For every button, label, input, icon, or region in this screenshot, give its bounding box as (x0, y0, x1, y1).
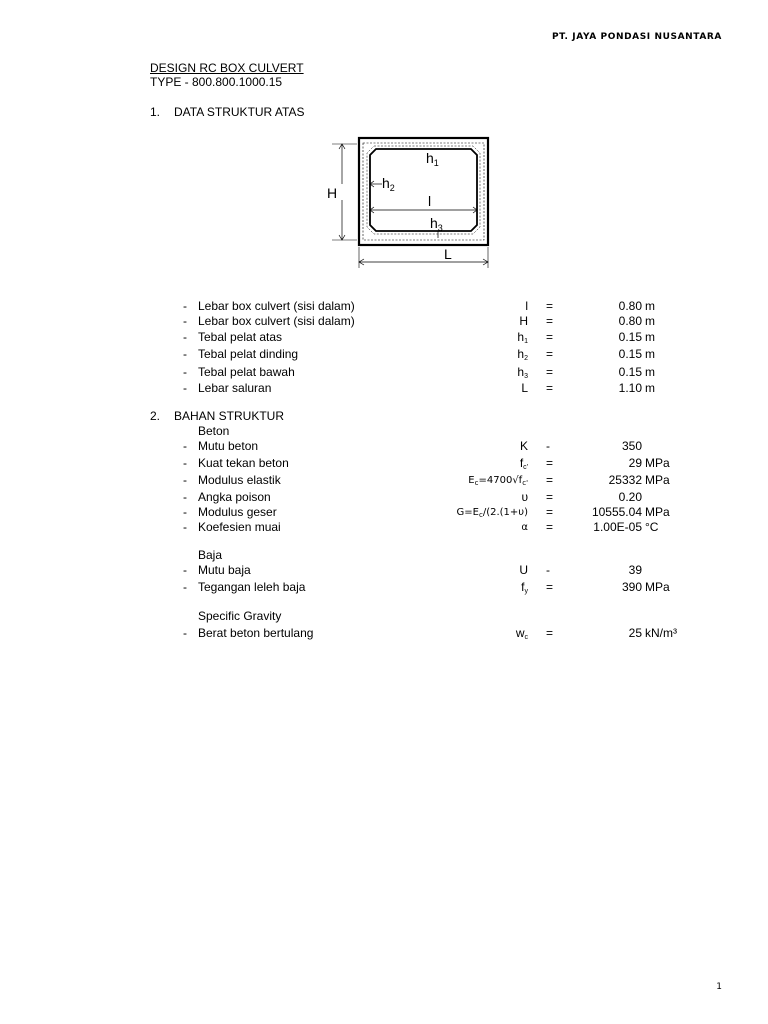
document-type: TYPE - 800.800.1000.15 (150, 75, 283, 89)
page-number: 1 (716, 982, 722, 992)
structure-data-row (0, 330, 768, 345)
concrete-material-row (0, 439, 768, 454)
row-dash: - (183, 381, 187, 395)
row-dash: - (183, 626, 187, 640)
row-symbol: υ (521, 490, 528, 504)
section-2-number: 2. (150, 409, 161, 423)
row-symbol: α (521, 522, 528, 533)
row-value: 0.15 (618, 347, 642, 361)
row-label: Modulus geser (198, 505, 277, 519)
row-value: 0.15 (618, 365, 642, 379)
row-symbol: K (519, 439, 528, 453)
row-operator: = (546, 381, 554, 395)
row-unit: m (645, 381, 655, 395)
row-label: Koefesien muai (198, 520, 281, 534)
row-symbol: U (519, 563, 528, 577)
row-label: Modulus elastik (198, 473, 281, 487)
outer-reinforcement-line (363, 143, 484, 240)
row-label: Kuat tekan beton (198, 456, 289, 470)
concrete-material-row (0, 473, 768, 488)
section-1-number: 1. (150, 105, 161, 119)
row-symbol: $G=E_c/(2.(1+\upsilon)$ (456, 507, 528, 519)
concrete-material-row (0, 520, 768, 535)
row-unit: MPa (645, 505, 670, 519)
row-unit: m (645, 330, 655, 344)
document-title: DESIGN RC BOX CULVERT (150, 61, 304, 75)
row-dash: - (183, 365, 187, 379)
row-dash: - (183, 473, 187, 487)
row-operator: = (546, 520, 554, 534)
row-unit: m (645, 314, 655, 328)
row-value: 0.80 (618, 314, 642, 328)
row-label: Tebal pelat atas (198, 330, 283, 344)
label-h1: $h_1$ (426, 150, 439, 168)
row-value: 350 (621, 439, 642, 453)
structure-data-row (0, 381, 768, 396)
row-label: Lebar box culvert (sisi dalam) (198, 314, 355, 328)
specific-gravity-heading: Specific Gravity (198, 609, 282, 623)
row-symbol: $E_c=4700√f_{c'}$ (468, 475, 528, 487)
row-operator: = (546, 473, 554, 487)
row-value: 10555.04 (591, 505, 642, 519)
row-value: 29 (628, 456, 642, 470)
row-value: 25 (628, 626, 642, 640)
row-label: Tebal pelat bawah (198, 365, 295, 379)
label-h3: $h_3$ (430, 215, 443, 233)
baja-heading: Baja (198, 548, 223, 562)
row-label: Tegangan leleh baja (198, 580, 306, 594)
row-unit: m (645, 365, 655, 379)
row-value: 0.15 (618, 330, 642, 344)
row-symbol: $f_y$ (521, 580, 528, 595)
steel-material-row (0, 563, 768, 578)
row-unit: m (645, 299, 655, 313)
row-label: Lebar box culvert (sisi dalam) (198, 299, 355, 313)
row-symbol: $w_c$ (515, 626, 528, 641)
row-dash: - (183, 563, 187, 577)
row-value: 1.00E-05 (593, 520, 642, 534)
structure-data-row (0, 314, 768, 329)
structure-data-row (0, 299, 768, 314)
row-operator: = (546, 365, 554, 379)
row-symbol: $f_{c'}$ (519, 456, 528, 471)
specific-gravity-row (0, 626, 768, 641)
row-label: Angka poison (198, 490, 271, 504)
row-unit: MPa (645, 580, 670, 594)
row-unit: MPa (645, 456, 670, 470)
label-h2: $h_2$ (382, 175, 395, 193)
row-operator: = (546, 456, 554, 470)
row-value: 390 (621, 580, 642, 594)
row-dash: - (183, 314, 187, 328)
row-operator: = (546, 314, 554, 328)
concrete-material-row (0, 505, 768, 520)
row-symbol: L (521, 381, 528, 395)
structure-data-row (0, 365, 768, 380)
row-label: Mutu baja (198, 563, 251, 577)
concrete-material-row (0, 490, 768, 505)
row-symbol: $h_1$ (517, 330, 528, 345)
section-2-title: BAHAN STRUKTUR (174, 409, 285, 423)
beton-heading: Beton (198, 424, 230, 438)
row-dash: - (183, 299, 187, 313)
row-symbol: $h_3$ (517, 365, 528, 380)
row-dash: - (183, 505, 187, 519)
row-unit: MPa (645, 473, 670, 487)
row-unit: °C (645, 520, 659, 534)
row-operator: = (546, 299, 554, 313)
row-dash: - (183, 330, 187, 344)
row-value: 0.20 (618, 490, 642, 504)
label-H: H (327, 185, 338, 201)
row-dash: - (183, 439, 187, 453)
label-l: l (428, 193, 432, 209)
row-symbol: $h_2$ (517, 347, 528, 362)
row-operator: = (546, 490, 554, 504)
row-value: 39 (628, 563, 642, 577)
row-operator: = (546, 505, 554, 519)
company-name: PT. JAYA PONDASI NUSANTARA (551, 32, 722, 42)
row-value: 25332 (608, 473, 642, 487)
structure-data-row (0, 347, 768, 362)
row-unit: kN/m³ (645, 626, 677, 640)
outer-box-outline (359, 138, 488, 245)
box-culvert-diagram (320, 132, 500, 272)
row-dash: - (183, 490, 187, 504)
concrete-material-row (0, 456, 768, 471)
label-L: L (444, 246, 452, 262)
row-symbol: l (525, 299, 528, 313)
row-operator: = (546, 580, 554, 594)
row-unit: m (645, 347, 655, 361)
row-value: 1.10 (618, 381, 642, 395)
steel-material-row (0, 580, 768, 595)
row-label: Tebal pelat dinding (198, 347, 299, 361)
row-dash: - (183, 580, 187, 594)
row-operator: - (546, 439, 550, 453)
section-1-title: DATA STRUKTUR ATAS (174, 105, 305, 119)
row-symbol: H (519, 314, 528, 328)
row-dash: - (183, 456, 187, 470)
row-label: Lebar saluran (198, 381, 272, 395)
row-operator: - (546, 563, 550, 577)
row-dash: - (183, 520, 187, 534)
row-operator: = (546, 347, 554, 361)
row-value: 0.80 (618, 299, 642, 313)
row-operator: = (546, 330, 554, 344)
row-label: Berat beton bertulang (198, 626, 314, 640)
row-label: Mutu beton (198, 439, 259, 453)
row-operator: = (546, 626, 554, 640)
row-dash: - (183, 347, 187, 361)
